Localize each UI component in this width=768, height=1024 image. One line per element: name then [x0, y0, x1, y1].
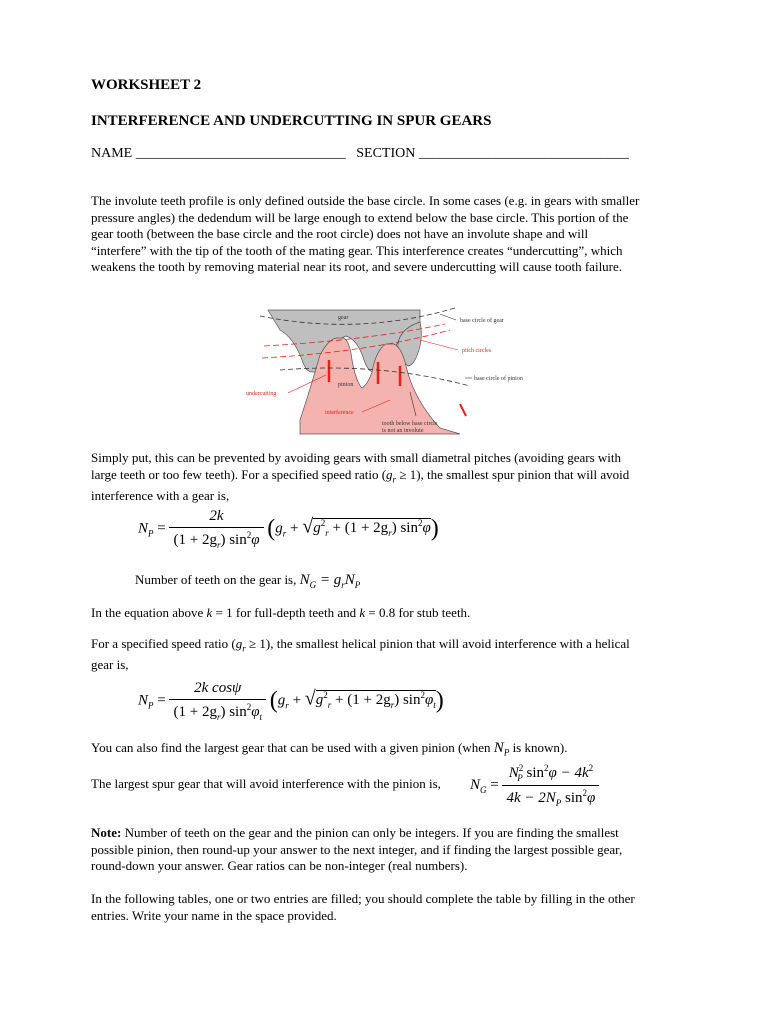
paragraph-line: Simply put, this can be prevented by avoiding gears with small diametral pitches (avoiding gears with [91, 450, 621, 465]
section-label: SECTION [356, 146, 416, 161]
tables-intro-paragraph: In the following tables, one or two entries are filled; you should complete the table by filling in the other entries. Write your name in the space provided. [91, 891, 635, 923]
pinion-label: pinion [338, 382, 354, 388]
helical-paragraph: For a specified speed ratio $(g_r \ge 1)$, the smallest helical pinion that will avoid interference with a helical gear is, [91, 636, 630, 673]
intro-line: “interfere” with the tip of the tooth of the mating gear. This interference creates “undercutting”, which [91, 242, 623, 258]
interference-mark [460, 404, 466, 416]
undercutting-label: undercutting [246, 391, 277, 397]
largest-spur-line: The largest spur gear that will avoid interference with the pinion is, [91, 776, 441, 791]
equation-fraction: $\frac{2k}{(1 + 2g_r) \sin^2\varphi}$ [169, 508, 263, 550]
tooth-below-label: tooth below base circle [382, 421, 438, 427]
interference-label: interference [325, 410, 354, 416]
intro-paragraph [91, 193, 691, 276]
note-label: Note: [91, 825, 122, 840]
worksheet-subtitle: INTERFERENCE AND UNDERCUTTING IN SPUR GEARS [91, 113, 492, 129]
base-circle-gear-label: base circle of gear [460, 318, 504, 324]
leader-line [440, 314, 456, 320]
equation-largest-gear: $N_G$ = $\frac{N^2_P \sin^2\varphi - 4k^2}{4k - 2N_P \sin^2\varphi}$ [470, 763, 599, 808]
paragraph-line: interference with a gear is, [91, 487, 230, 503]
name-label: NAME [91, 146, 133, 161]
k-values-line: In the equation above k = 1 for full-depth teeth and k = 0.8 for stub teeth. [91, 605, 471, 620]
gear-label: gear [338, 315, 349, 321]
name-blank[interactable]: ______________________________ [135, 146, 346, 161]
paragraph-prevention [91, 450, 691, 504]
largest-gear-line: You can also find the largest gear that can be used with a given pinion (when $N_P$ is known). [91, 740, 568, 758]
pitch-circles-label: pitch circles [462, 348, 492, 354]
intro-line: The involute teeth profile is only defined outside the base circle. In some cases (e.g. in gears with smaller [91, 193, 640, 208]
base-circle-pinion-label: base circle of pinion [474, 376, 523, 382]
intro-line: pressure angles) the dedendum will be large enough to extend below the base circle. This portion of the [91, 209, 629, 225]
section-blank[interactable]: ______________________________ [418, 146, 629, 161]
gear-teeth-line: Number of teeth on the gear is, $N_G = g_rN_P$ [135, 572, 361, 590]
gear-interference-figure [240, 300, 540, 442]
paragraph-line: large teeth or too few teeth). For a specified speed ratio $(g_r \ge 1)$, the smallest spur pinion that will avoid [91, 466, 630, 485]
note-paragraph: Note: Number of teeth on the gear and the pinion can only be integers. If you are finding the smallest possible pinion, then round-up your answer to the next integer, and if finding the largest possible gear, round-down your answer. Gear ratios can be non-integer (real numbers). [91, 825, 623, 873]
intro-line: gear tooth (between the base circle and the root circle) does not have an involute shape and will [91, 226, 589, 241]
worksheet-title: WORKSHEET 2 [91, 77, 202, 93]
tooth-below-label-2: is not an involute [382, 428, 424, 434]
name-section-line [91, 146, 629, 162]
equation-spur-pinion: $N_P$ = $\frac{2k}{(1 + 2g_r) \sin^2\varphi}$ ($g_r + √g^2_r + (1 + 2g_r)$ $\sin^2\varphi$) [138, 508, 439, 550]
equation-fraction: $\frac{\text{2k cosψ}}{(1 + 2g_r) \sin^2\varphi_t}$ [169, 680, 266, 722]
intro-line: weakens the tooth by removing material near its root, and severe undercutting will cause tooth failure. [91, 259, 623, 274]
equation-fraction: $\frac{N^2_P \sin^2\varphi - 4k^2}{4k - 2N_P \sin^2\varphi}$ [502, 763, 599, 808]
pinion-body [300, 338, 460, 434]
equation-helical-pinion: $N_P$ = $\frac{\text{2k cosψ}}{(1 + 2g_r) \sin^2\varphi_t}$ ($g_r + √g^2_r + (1 + 2g_r)$ $\sin^2\varphi_t$) [138, 680, 444, 722]
leader-line [420, 340, 458, 350]
